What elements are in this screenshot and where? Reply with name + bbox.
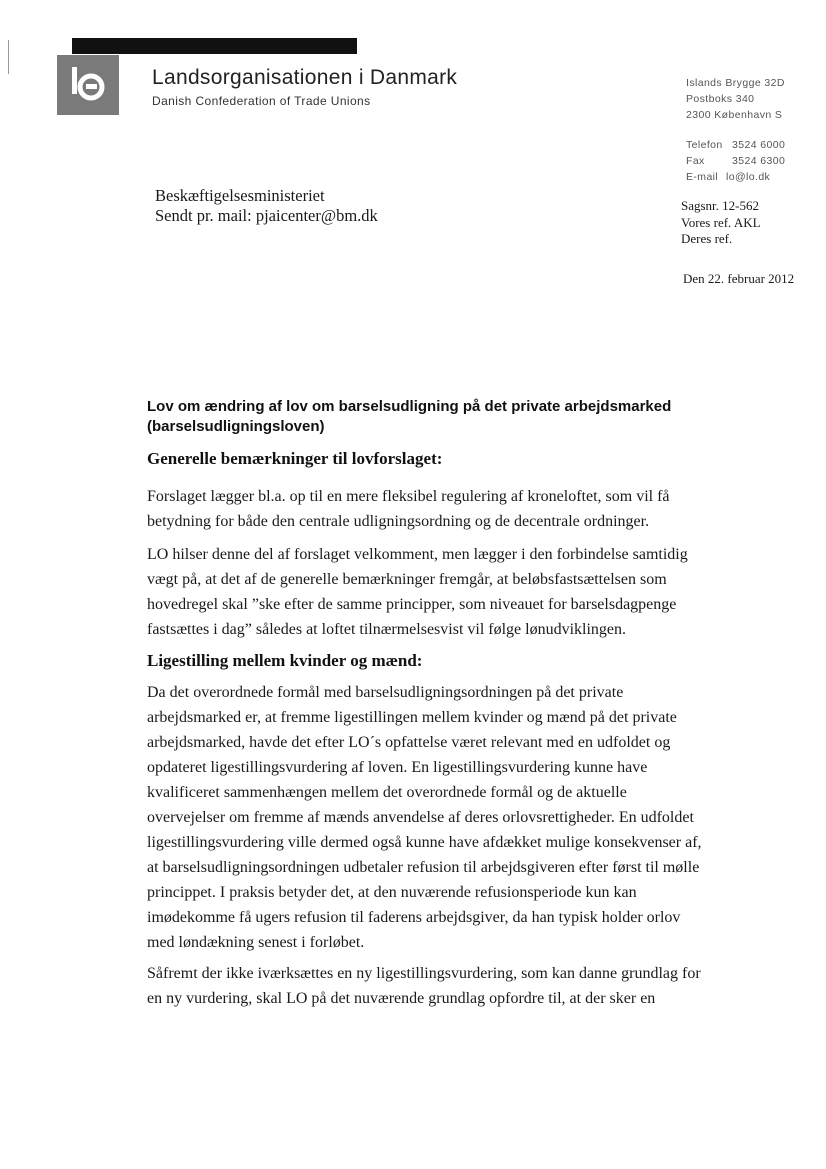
address-line: Postboks 340: [686, 93, 755, 105]
reference-block: [681, 198, 761, 248]
address-block: [686, 75, 785, 123]
scan-edge-mark: [8, 40, 9, 74]
paragraph: Såfremt der ikke iværksættes en ny ligestillingsvurdering, som kan danne grundlag for en ny vurdering, skal LO på det nuværende grundlag opfordre til, at der sker en: [147, 965, 701, 1007]
organization-subtitle: Danish Confederation of Trade Unions: [152, 94, 371, 108]
paragraph: Da det overordnede formål med barselsudligningsordningen på det private arbejdsmarked er, at fremme ligestillingen mellem kvinder og mænd på det private arbejdsmarked, havde det efter LO´s opfattelse været relevant med en udfoldet og opdateret ligestillingsvurdering af loven. En ligestillingsvurdering kunne have kvalificeret sammenhængen mellem det overordnede formål og de aktuelle overvejelser om fremme af mænds anvendelse af deres orlovsrettigheder. En udfoldet ligestillingsvurdering ville dermed også kunne have afdækket mulige konsekvenser af, at barselsudligningsordningen udbetaler refusion til arbejdsgiveren efter først til mølle princippet. I praksis betyder det, at den nuværende refusionsperiode kun kan imødekomme få ugers refusion til faderens arbejdsgiver, da han typisk holder orlov med løndækning senest i forløbet.: [147, 684, 702, 951]
letterhead-bar: [72, 38, 357, 54]
paragraph: LO hilser denne del af forslaget velkomment, men lægger i den forbindelse samtidig vægt på, at det af de generelle bemærkninger fremgår, at beløbsfastsættelsen som hovedregel skal ”ske efter de samme principper, som niveauet for barselsdagpenge fastsættes i dag” således at loftet tilnærmelsesvist vil følge lønudviklingen.: [147, 546, 688, 638]
lo-logo: [57, 55, 119, 115]
contact-email: [686, 169, 785, 185]
organization-name: Landsorganisationen i Danmark: [152, 66, 458, 89]
case-number: Sagsnr. 12-562: [681, 198, 759, 213]
document-title: Lov om ændring af lov om barselsudligning på det private arbejdsmarked (barselsudligningsloven): [147, 398, 672, 435]
section-heading-equality: Ligestilling mellem kvinder og mænd:: [147, 651, 423, 670]
address-line: 2300 København S: [686, 109, 783, 121]
your-reference: Deres ref.: [681, 231, 733, 246]
recipient-name: Beskæftigelsesministeriet: [155, 186, 325, 205]
contact-fax: [686, 153, 785, 169]
contact-block: [686, 137, 785, 185]
section-heading-general: Generelle bemærkninger til lovforslaget:: [147, 449, 443, 468]
contact-value: 3524 6300: [732, 155, 786, 167]
paragraph: Forslaget lægger bl.a. op til en mere fleksibel regulering af kroneloftet, som vil få betydning for både den centrale udligningsordning og de decentrale ordninger.: [147, 488, 670, 530]
contact-value: 3524 6000: [732, 139, 786, 151]
recipient-mail: Sendt pr. mail: pjaicenter@bm.dk: [155, 206, 378, 225]
letter-date: Den 22. februar 2012: [683, 271, 795, 286]
contact-phone: [686, 137, 785, 153]
contact-label: E-mail: [686, 171, 719, 183]
contact-label: Telefon: [686, 139, 723, 151]
contact-value: lo@lo.dk: [726, 171, 771, 183]
recipient-block: [155, 186, 378, 226]
contact-label: Fax: [686, 155, 705, 167]
our-reference: Vores ref. AKL: [681, 214, 761, 230]
lo-logo-icon: [57, 55, 119, 115]
address-line: Islands Brygge 32D: [686, 77, 785, 89]
